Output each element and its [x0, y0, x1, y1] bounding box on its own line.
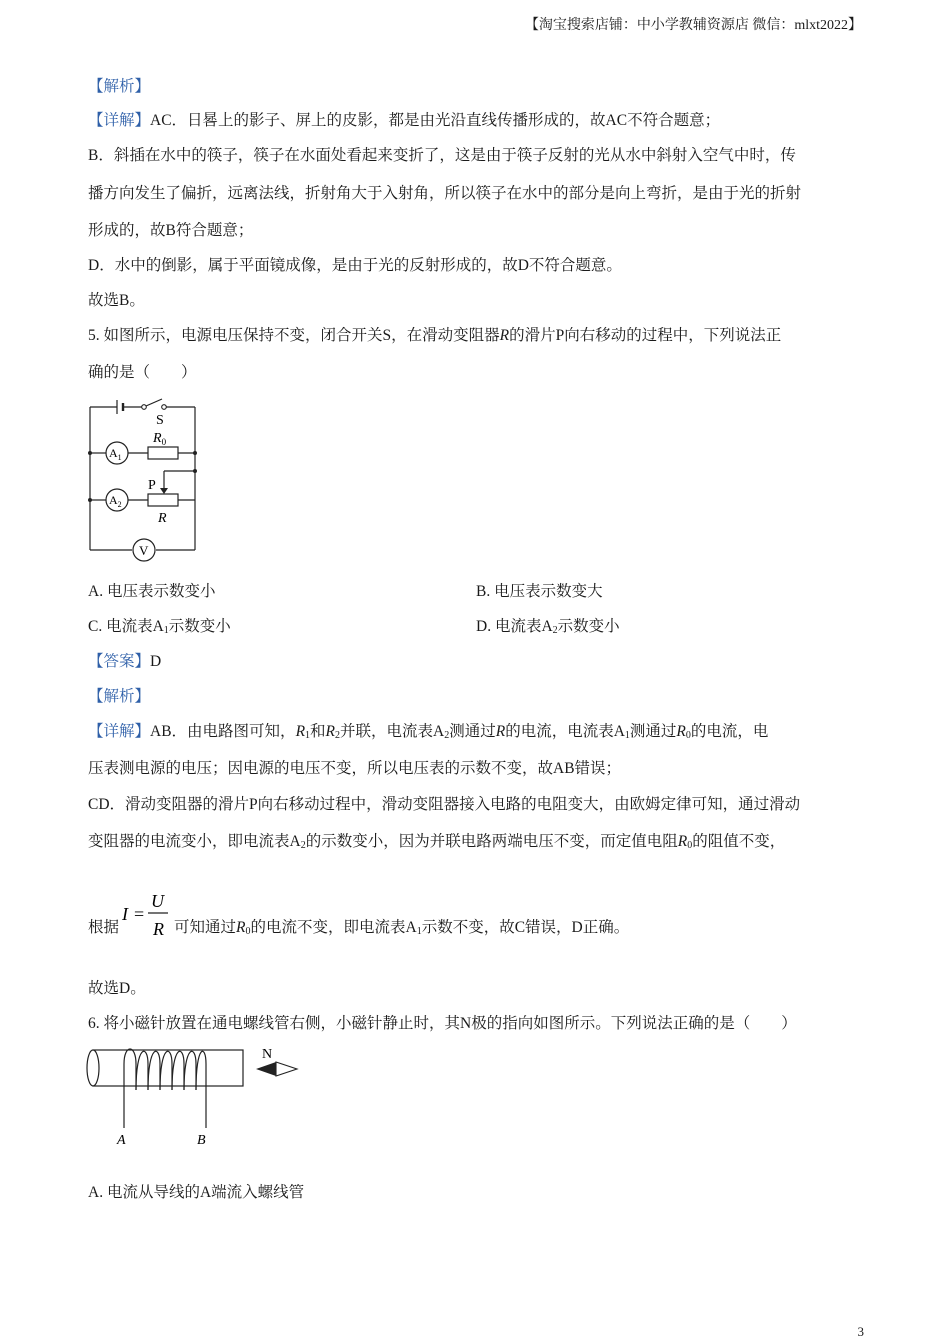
q5-detail-line-3: CD．滑动变阻器的滑片P向右移动过程中，滑动变阻器接入电路的电阻变大，由欧姆定律可知，通过滑动: [88, 796, 801, 813]
solenoid-tube: [93, 1050, 243, 1086]
rheostat-r: [148, 494, 178, 506]
detail-line-6: 故选B。: [88, 292, 145, 309]
svg-text:R: R: [153, 919, 164, 939]
a1-label: $A_1$: [109, 446, 122, 462]
q5-option-b: B. 电压表示数变大: [476, 583, 603, 600]
detail-line-2: B．斜插在水中的筷子，筷子在水面处看起来变折了，这是由于筷子反射的光从水中斜射入空气中时，传: [88, 147, 796, 164]
q5-detail-line-5: 可知通过$R_0$的电流不变，即电流表$A_1$示数不变，故C错误，D正确。: [174, 919, 630, 937]
q5-detail-line-1: 【详解】AB．由电路图可知，$R_1$和$R_2$并联，电流表$A_2$测通过R的电流，电流表$A_1$测通过$R_0$的电流，电: [88, 723, 769, 741]
q5-analysis-tag: 【解析】: [88, 688, 151, 705]
q5-detail-line-2: 压表测电源的电压；因电源的电压不变，所以电压表的示数不变，故AB错误；: [88, 760, 622, 777]
a2-label: $A_2$: [109, 493, 122, 509]
q6-option-a: A. 电流从导线的A端流入螺线管: [88, 1184, 305, 1201]
detail-line-1: 【详解】AC．日晷上的影子、屏上的皮影，都是由光沿直线传播形成的，故AC不符合题意；: [88, 112, 721, 129]
analysis-tag: 【解析】: [88, 78, 151, 95]
detail-line-3: 播方向发生了偏折，远离法线，折射角大于入射角，所以筷子在水中的部分是向上弯折，是由于光的折射: [88, 185, 802, 202]
q5-stem-line-1: 5. 如图所示，电源电压保持不变，闭合开关S，在滑动变阻器R的滑片P向右移动的过程中，下列说法正: [88, 327, 782, 344]
q5-detail-line-5-pre: 根据: [88, 919, 120, 936]
slider-arrow: [160, 488, 168, 494]
q5-circuit-diagram: [84, 394, 208, 562]
q5-answer: 【答案】D: [88, 653, 162, 670]
page-number: 3: [857, 1324, 864, 1339]
ohms-law-formula: [118, 888, 178, 944]
q6-solenoid-diagram: [84, 1042, 304, 1152]
switch-blade: [146, 399, 162, 406]
v-label: V: [139, 543, 149, 558]
r0-label: $R_0$: [153, 431, 167, 447]
switch-label: S: [156, 413, 164, 428]
svg-text:=: =: [134, 904, 145, 924]
svg-text:U: U: [151, 891, 164, 911]
compass-needle: [256, 1062, 297, 1076]
page-header: 【淘宝搜索店铺：中小学教辅资源店 微信：mlxt2022】: [524, 18, 862, 33]
detail-line-5: D．水中的倒影，属于平面镜成像，是由于光的反射形成的，故D不符合题意。: [88, 257, 622, 274]
b-label: B: [197, 1133, 206, 1148]
q5-option-c: C. 电流表$A_1$示数变小: [88, 618, 231, 636]
q6-stem: 6. 将小磁针放置在通电螺线管右侧，小磁针静止时，其N极的指向如图所示。下列说法正确的是（ ）: [88, 1015, 797, 1032]
q5-option-d: D. 电流表$A_2$示数变小: [476, 618, 620, 636]
resistor-r0: [148, 447, 178, 459]
svg-text:I: I: [122, 904, 128, 924]
n-label: N: [262, 1047, 273, 1062]
a-label: A: [117, 1133, 126, 1148]
r-label: R: [158, 511, 167, 526]
q5-final: 故选D。: [88, 980, 146, 997]
detail-line-4: 形成的，故B符合题意；: [88, 222, 254, 239]
solenoid-end: [87, 1050, 99, 1086]
p-label: P: [148, 478, 156, 493]
q5-stem-line-2: 确的是（ ）: [88, 364, 197, 381]
q5-option-a: A. 电压表示数变小: [88, 583, 216, 600]
q5-detail-line-4: 变阻器的电流变小，即电流表$A_2$的示数变小，因为并联电路两端电压不变，而定值电阻$R_0$的阻值不变，: [88, 833, 786, 851]
